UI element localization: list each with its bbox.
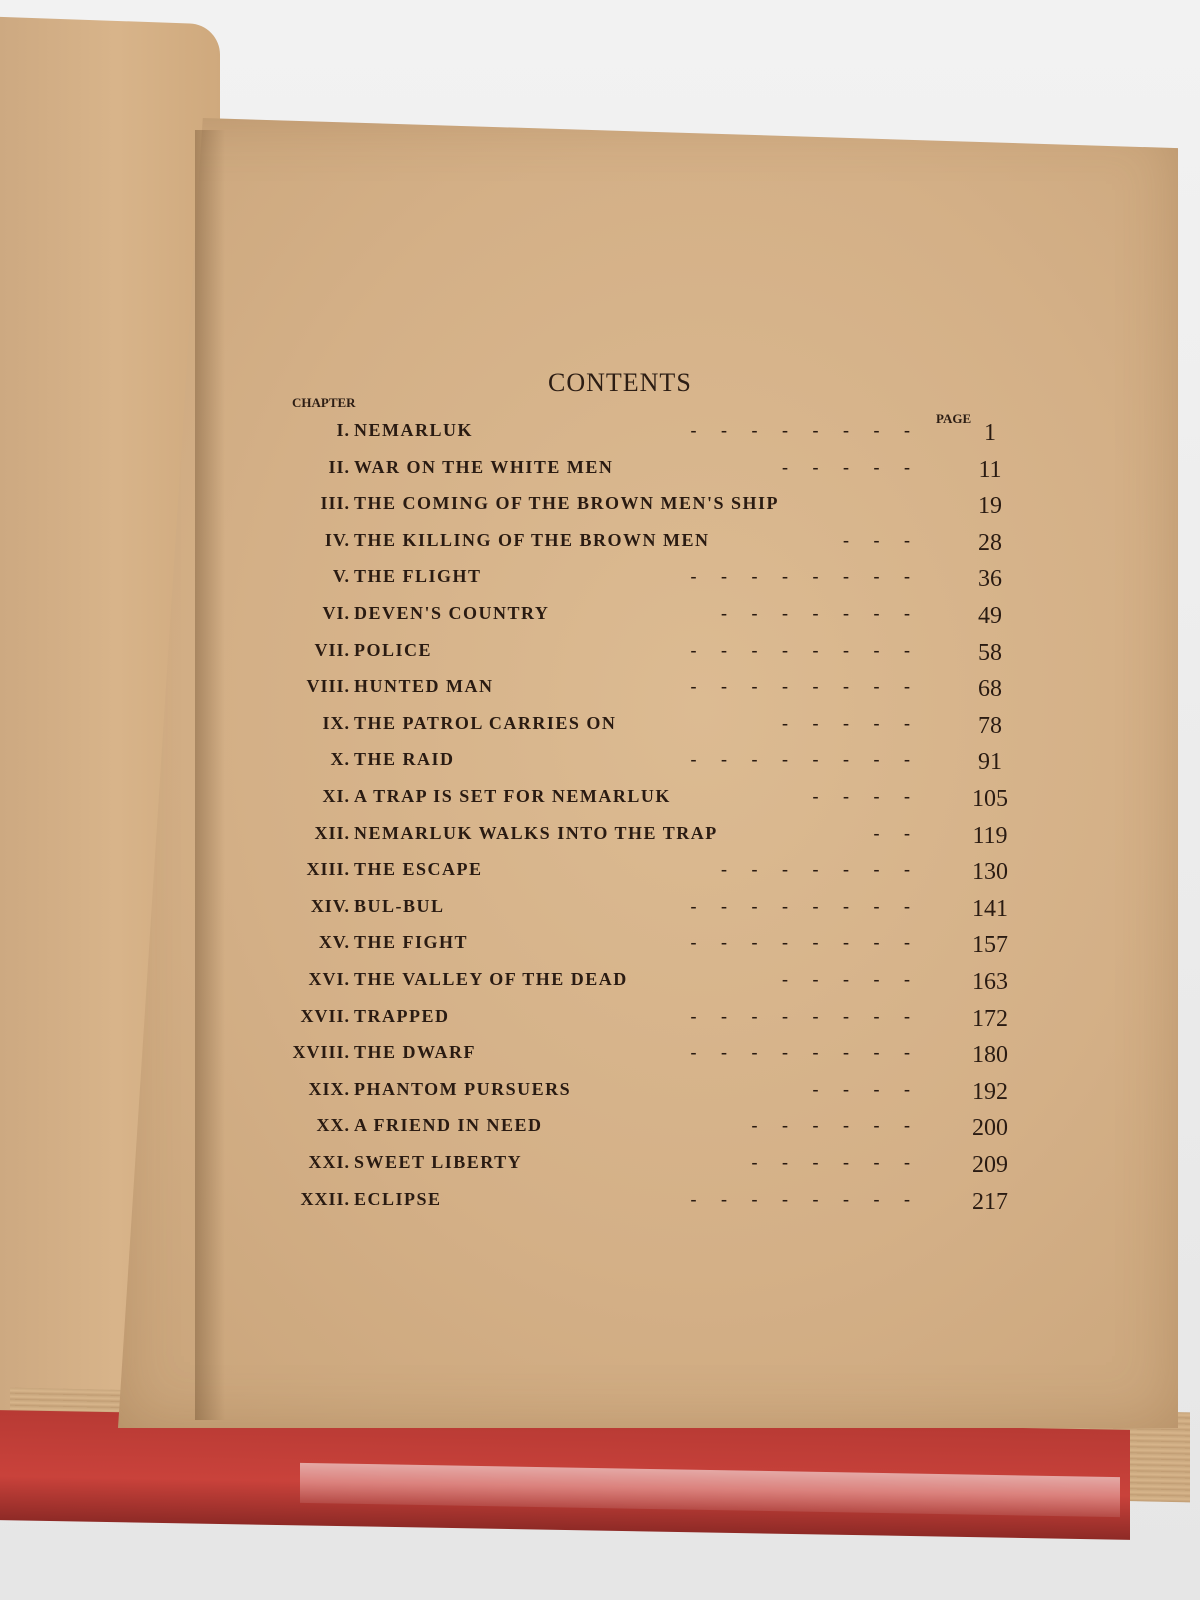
chapter-title: ECLIPSE <box>354 1188 442 1209</box>
leader-dashes: - - - - - - <box>751 1152 920 1172</box>
page-number: 180 <box>972 1042 1008 1069</box>
page-number: 119 <box>972 822 1008 849</box>
gutter-shadow <box>195 130 225 1420</box>
page-number: 130 <box>972 859 1008 886</box>
chapter-numeral: II. <box>328 456 350 477</box>
chapter-numeral: XV. <box>318 932 350 953</box>
page-number: 78 <box>978 712 1002 739</box>
leader-dashes: - - - - <box>812 786 920 806</box>
page-number: 91 <box>978 749 1002 776</box>
page-number: 172 <box>972 1005 1008 1032</box>
leader-dashes: - - - <box>843 529 920 550</box>
leader-dashes: - - <box>873 822 920 843</box>
chapter-title: THE DWARF <box>354 1042 477 1063</box>
leader-dashes: - - - - - <box>782 969 920 989</box>
page-number: 192 <box>972 1078 1008 1105</box>
toc-entry <box>250 1042 1030 1072</box>
chapter-title: NEMARLUK WALKS INTO THE TRAP <box>354 822 718 843</box>
chapter-title: A TRAP IS SET FOR NEMARLUK <box>354 786 671 806</box>
chapter-title: THE PATROL CARRIES ON <box>354 712 617 733</box>
toc-entry <box>250 530 1030 560</box>
chapter-title: THE ESCAPE <box>354 859 483 880</box>
chapter-title: THE VALLEY OF THE DEAD <box>354 969 628 989</box>
page-number: 217 <box>972 1188 1008 1215</box>
page-column-label: PAGE <box>936 411 972 426</box>
chapter-title: A FRIEND IN NEED <box>354 1115 543 1136</box>
toc-entry <box>250 1189 1030 1219</box>
page-number: 36 <box>978 566 1002 593</box>
page-number: 141 <box>972 895 1008 922</box>
chapter-numeral: III. <box>320 493 350 514</box>
toc-entry <box>250 713 1030 743</box>
leader-dashes: - - - - - - - - <box>690 676 920 697</box>
chapter-title: TRAPPED <box>354 1005 450 1026</box>
chapter-numeral: XIV. <box>310 895 350 916</box>
page-number: 11 <box>978 456 1002 483</box>
toc-entry <box>250 896 1030 926</box>
leader-dashes: - - - - - <box>782 712 920 733</box>
leader-dashes: - - - - - - - - <box>690 1042 920 1063</box>
toc-entry <box>250 457 1030 487</box>
toc-entry <box>250 603 1030 633</box>
chapter-numeral: I. <box>336 420 350 440</box>
page-number: 200 <box>972 1115 1008 1142</box>
chapter-numeral: XIX. <box>308 1078 350 1099</box>
leader-dashes: - - - - - - - - <box>690 566 920 587</box>
toc-entry <box>250 786 1030 816</box>
chapter-title: DEVEN'S COUNTRY <box>354 603 550 623</box>
toc-entry <box>250 1152 1030 1182</box>
leader-dashes: - - - - - - <box>751 1115 920 1136</box>
chapter-numeral: XVII. <box>300 1005 350 1026</box>
chapter-title: SWEET LIBERTY <box>354 1152 523 1172</box>
page-title: CONTENTS <box>548 368 692 397</box>
leader-dashes: - - - - - <box>782 456 920 477</box>
chapter-title: THE KILLING OF THE BROWN MEN <box>354 529 710 550</box>
chapter-numeral: X. <box>330 749 350 770</box>
leader-dashes: - - - - - - - - <box>690 895 920 916</box>
toc-entry <box>250 969 1030 999</box>
toc-entry <box>250 932 1030 962</box>
page-number: 68 <box>978 676 1002 703</box>
page-number: 209 <box>972 1152 1008 1178</box>
chapter-title: WAR ON THE WHITE MEN <box>354 456 614 477</box>
page-number: 163 <box>972 969 1008 995</box>
leader-dashes: - - - - - - - - <box>690 420 920 440</box>
toc-entry <box>250 1006 1030 1036</box>
leader-dashes: - - - - - - - - <box>690 1005 920 1026</box>
page-number: 105 <box>972 786 1008 812</box>
chapter-numeral: XI. <box>322 786 350 806</box>
chapter-numeral: XII. <box>314 822 350 843</box>
chapter-title: THE RAID <box>354 749 455 770</box>
chapter-numeral: XIII. <box>306 859 350 880</box>
chapter-column-label: CHAPTER <box>292 395 356 410</box>
toc-entry <box>250 493 1030 523</box>
page-number: 1 <box>984 420 996 446</box>
leader-dashes: - - - - - - - - <box>690 1188 920 1209</box>
toc-entry <box>250 676 1030 706</box>
leader-dashes: - - - - - - - <box>721 859 920 880</box>
chapter-numeral: XVI. <box>308 969 350 989</box>
toc-entry <box>250 566 1030 596</box>
chapter-numeral: VIII. <box>306 676 350 697</box>
chapter-title: THE FIGHT <box>354 932 469 953</box>
chapter-numeral: IX. <box>322 712 350 733</box>
page-number: 58 <box>978 639 1002 666</box>
chapter-title: THE FLIGHT <box>354 566 482 587</box>
leader-dashes: - - - - - - - - <box>690 639 920 660</box>
leader-dashes: - - - - - - - <box>721 603 920 623</box>
leader-dashes: - - - - - - - - <box>690 932 920 953</box>
chapter-numeral: IV. <box>324 529 350 550</box>
chapter-title: BUL-BUL <box>354 895 445 916</box>
chapter-numeral: V. <box>332 566 350 587</box>
toc-entry <box>250 859 1030 889</box>
chapter-numeral: XVIII. <box>292 1042 350 1063</box>
page-number: 28 <box>978 529 1002 556</box>
chapter-title: HUNTED MAN <box>354 676 494 697</box>
toc-entry <box>250 1115 1030 1145</box>
chapter-numeral: XXI. <box>308 1152 350 1172</box>
toc-entry <box>250 640 1030 670</box>
toc-entry <box>250 823 1030 853</box>
chapter-title: POLICE <box>354 639 433 660</box>
toc-entry <box>250 749 1030 779</box>
page-number: 19 <box>978 493 1002 520</box>
chapter-numeral: XXII. <box>300 1188 350 1209</box>
toc-entry <box>250 1079 1030 1109</box>
page-number: 49 <box>978 603 1002 629</box>
chapter-title: NEMARLUK <box>354 420 473 440</box>
chapter-title: PHANTOM PURSUERS <box>354 1078 572 1099</box>
chapter-numeral: VII. <box>314 639 350 660</box>
chapter-numeral: XX. <box>316 1115 350 1136</box>
chapter-numeral: VI. <box>322 603 350 623</box>
toc-entry <box>250 420 1030 450</box>
page-number: 157 <box>972 932 1008 959</box>
chapter-title: THE COMING OF THE BROWN MEN'S SHIP <box>354 493 780 514</box>
leader-dashes: - - - - - - - - <box>690 749 920 770</box>
leader-dashes: - - - - <box>812 1078 920 1099</box>
